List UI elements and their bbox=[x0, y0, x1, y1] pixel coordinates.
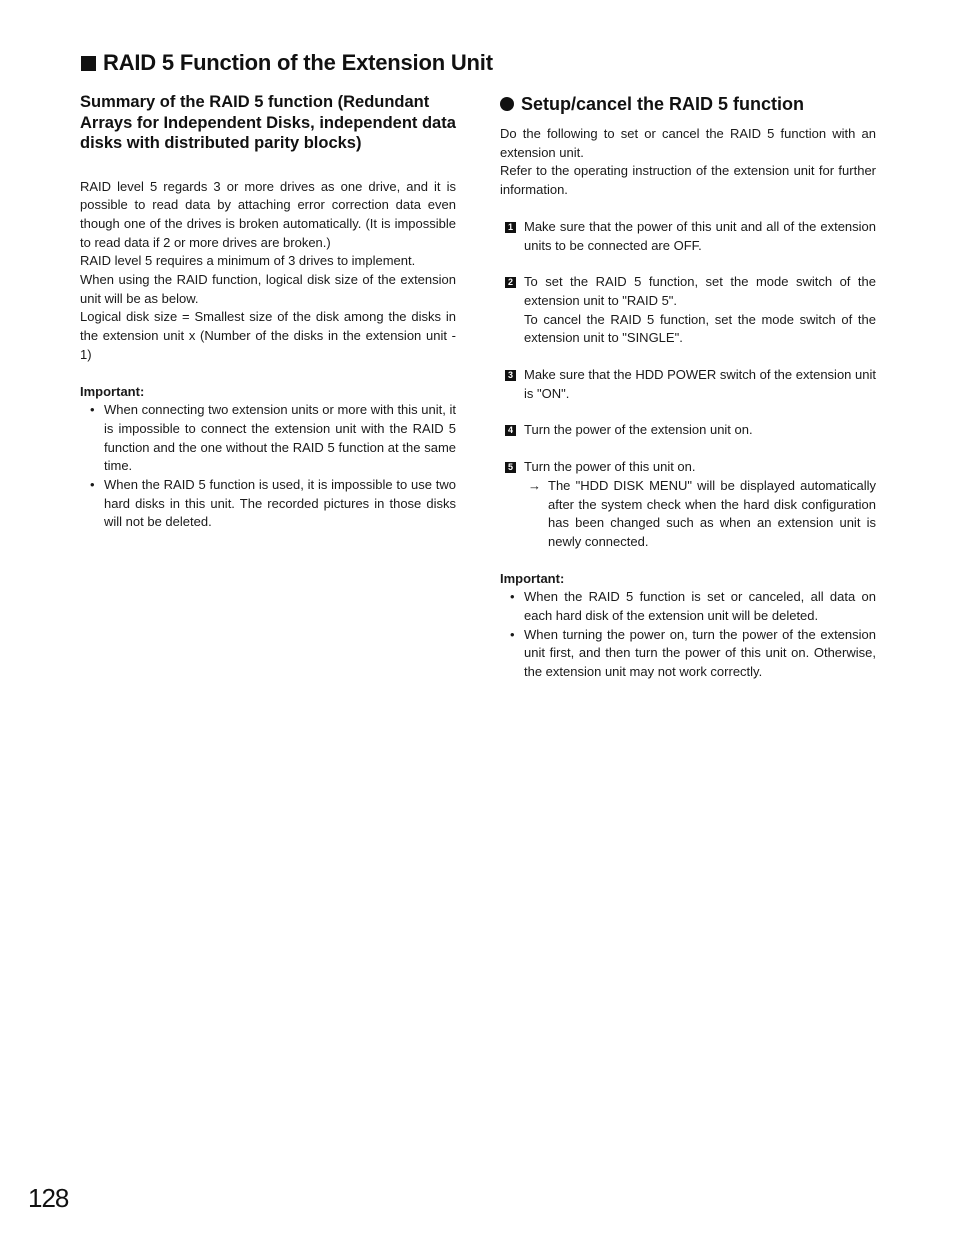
section-heading bbox=[500, 92, 876, 116]
body-paragraph-3: When using the RAID function, logical disk size of the extension unit will be as below. bbox=[80, 272, 456, 306]
important-item: • When the RAID 5 function is set or canceled, all data on each hard disk of the extension unit will be deleted. bbox=[500, 588, 876, 625]
step-number-badge: 1 bbox=[505, 222, 516, 233]
step-text: To set the RAID 5 function, set the mode switch of the extension unit to "RAID 5". bbox=[524, 274, 876, 308]
summary-subheading: Summary of the RAID 5 function (Redundant Arrays for Independent Disks, independent data disks with distributed parity blocks) bbox=[80, 93, 456, 152]
important-item: • When the RAID 5 function is used, it is impossible to use two hard disks in this unit. The recorded pictures in those disks will not be deleted. bbox=[80, 476, 456, 532]
step-text: Turn the power of the extension unit on. bbox=[524, 422, 753, 438]
step-text: Make sure that the power of this unit and all of the extension units to be connected are OFF. bbox=[524, 218, 876, 253]
important-label: Important: bbox=[80, 383, 145, 399]
important-list bbox=[80, 401, 456, 532]
important-item: • When turning the power on, turn the power of the extension unit first, and then turn the power of this unit on. Otherwise, the extension unit may not work correctly. bbox=[500, 626, 876, 682]
step-text: Make sure that the HDD POWER switch of the extension unit is "ON". bbox=[524, 367, 876, 401]
important-label: Important: bbox=[500, 570, 565, 586]
step-number-badge: 5 bbox=[505, 462, 516, 473]
step-5 bbox=[500, 458, 876, 552]
page-number: 128 bbox=[28, 1183, 69, 1213]
important-item: • When connecting two extension units or more with this unit, it is impossible to connect the extension unit with the RAID 5 function and the one without the RAID 5 function at the same time. bbox=[80, 401, 456, 476]
page-title bbox=[81, 48, 493, 78]
page-title-text: RAID 5 Function of the Extension Unit bbox=[103, 50, 493, 75]
step-text: Turn the power of this unit on. bbox=[524, 459, 696, 475]
circle-bullet-icon bbox=[500, 97, 514, 111]
step-text-secondary: To cancel the RAID 5 function, set the mode switch of the extension unit to "SINGLE". bbox=[524, 311, 876, 346]
section-heading-text: Setup/cancel the RAID 5 function bbox=[521, 93, 805, 114]
square-bullet-icon bbox=[81, 56, 96, 71]
step-number-badge: 2 bbox=[505, 277, 516, 288]
important-list bbox=[500, 588, 876, 682]
step-result bbox=[524, 477, 876, 552]
step-1 bbox=[500, 218, 876, 255]
body-paragraph-2: RAID level 5 requires a minimum of 3 drives to implement. bbox=[80, 253, 416, 269]
step-number-badge: 3 bbox=[505, 370, 516, 381]
step-number-badge: 4 bbox=[505, 425, 516, 436]
step-4 bbox=[500, 421, 876, 440]
arrow-right-icon: → bbox=[528, 477, 541, 493]
intro-paragraph-1: Do the following to set or cancel the RAID 5 function with an extension unit. bbox=[500, 126, 876, 160]
body-paragraph-4: Logical disk size = Smallest size of the disk among the disks in the extension unit x (Number of the disks in the extension unit - 1) bbox=[80, 309, 456, 362]
step-result-text: The "HDD DISK MENU" will be displayed automatically after the system check when the hard disk configuration has been changed such as when an extension unit is newly connected. bbox=[548, 477, 876, 549]
step-3 bbox=[500, 366, 876, 403]
intro-paragraph-2: Refer to the operating instruction of the extension unit for further information. bbox=[500, 163, 876, 198]
step-2 bbox=[500, 273, 876, 348]
left-column bbox=[80, 92, 456, 532]
body-paragraph-1: RAID level 5 regards 3 or more drives as one drive, and it is possible to read data by attaching error correction data even though one of the drives is broken automatically. (It is impossible to read data if 2 or more drives are broken.) bbox=[80, 178, 456, 250]
right-column bbox=[500, 92, 876, 682]
